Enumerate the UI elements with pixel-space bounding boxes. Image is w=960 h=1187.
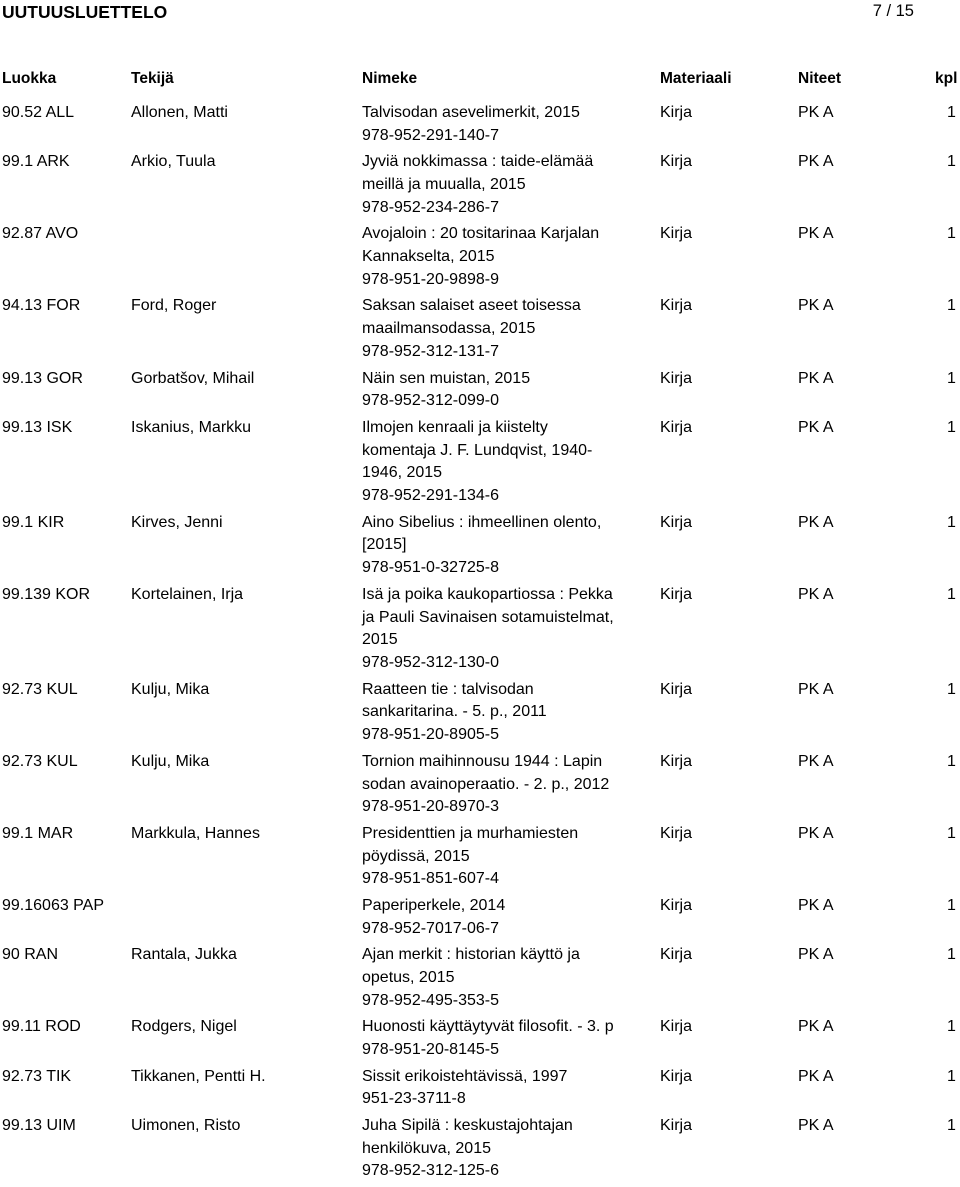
catalog-row [0, 944, 960, 1012]
catalog-row [0, 895, 960, 941]
isbn-text: 978-952-291-140-7 [362, 126, 499, 144]
catalog-row [0, 151, 960, 219]
tekija-cell: Iskanius, Markku [131, 418, 252, 436]
column-header-kpl: kpl [935, 70, 958, 87]
isbn-text: 978-951-851-607-4 [362, 870, 499, 888]
nimeke-cell [362, 823, 624, 891]
tekija-cell: Kulju, Mika [131, 680, 210, 698]
catalog-row [0, 223, 960, 291]
nimeke-cell [362, 751, 624, 819]
isbn-text: 978-952-312-130-0 [362, 654, 499, 672]
nimeke-cell [362, 102, 624, 148]
isbn-text: 951-23-3711-8 [362, 1090, 466, 1108]
kpl-cell: 1 [947, 680, 956, 698]
catalog-row [0, 417, 960, 508]
isbn-text: 978-952-312-125-6 [362, 1162, 499, 1180]
title-text: Presidenttien ja murhamiesten pöydissä, 2015 [362, 824, 579, 865]
title-text: Jyviä nokkimassa : taide-elämää meillä ja muualla, 2015 [362, 153, 594, 194]
luokka-cell: 90 RAN [2, 946, 59, 964]
kpl-cell: 1 [947, 1116, 956, 1134]
catalog-row [0, 368, 960, 414]
kpl-cell: 1 [947, 418, 956, 436]
materiaali-cell: Kirja [660, 752, 693, 770]
catalog-row [0, 679, 960, 747]
materiaali-cell: Kirja [660, 297, 693, 315]
materiaali-cell: Kirja [660, 946, 693, 964]
nimeke-cell [362, 151, 624, 219]
materiaali-cell: Kirja [660, 225, 693, 243]
materiaali-cell: Kirja [660, 824, 693, 842]
tekija-cell: Arkio, Tuula [131, 153, 216, 171]
page-number: 7 / 15 [872, 2, 914, 20]
title-text: Isä ja poika kaukopartiossa : Pekka ja Pauli Savinaisen sotamuistelmat, 2015 [362, 585, 614, 649]
tekija-cell: Kulju, Mika [131, 752, 210, 770]
isbn-text: 978-952-495-353-5 [362, 991, 499, 1009]
luokka-cell: 99.13 GOR [2, 369, 83, 387]
nimeke-cell [362, 223, 624, 291]
isbn-text: 978-951-20-8145-5 [362, 1041, 499, 1059]
isbn-text: 978-952-312-131-7 [362, 343, 499, 361]
materiaali-cell: Kirja [660, 104, 693, 121]
tekija-cell: Uimonen, Risto [131, 1116, 241, 1134]
nimeke-cell [362, 1016, 624, 1062]
isbn-text: 978-951-20-9898-9 [362, 270, 499, 288]
luokka-cell: 99.13 UIM [2, 1116, 76, 1134]
kpl-cell: 1 [947, 1018, 956, 1036]
catalog-row [0, 512, 960, 580]
title-text: Näin sen muistan, 2015 [362, 369, 531, 387]
column-header-materiaali: Materiaali [660, 70, 732, 87]
catalog-row [0, 823, 960, 891]
title-text: Ajan merkit : historian käyttö ja opetus, 2015 [362, 946, 580, 986]
catalog-row [0, 1115, 960, 1183]
luokka-cell: 92.87 AVO [2, 225, 79, 243]
kpl-cell: 1 [947, 369, 956, 387]
tekija-cell: Kirves, Jenni [131, 513, 223, 531]
nimeke-cell [362, 584, 624, 675]
materiaali-cell: Kirja [660, 513, 693, 531]
nimeke-cell [362, 295, 624, 363]
luokka-cell: 99.11 ROD [2, 1018, 81, 1036]
tekija-cell: Gorbatšov, Mihail [131, 369, 255, 387]
kpl-cell: 1 [947, 946, 956, 964]
luokka-cell: 92.73 KUL [2, 752, 78, 770]
title-text: Ilmojen kenraali ja kiistelty komentaja J. F. Lundqvist, 1940-1946, 2015 [362, 418, 593, 482]
title-text: Avojaloin : 20 tositarinaa Karjalan Kannakselta, 2015 [362, 225, 600, 266]
title-text: Paperiperkele, 2014 [362, 896, 506, 914]
isbn-text: 978-952-234-286-7 [362, 198, 499, 216]
kpl-cell: 1 [947, 104, 956, 121]
luokka-cell: 94.13 FOR [2, 297, 81, 315]
tekija-cell: Rodgers, Nigel [131, 1018, 237, 1036]
materiaali-cell: Kirja [660, 1018, 693, 1036]
materiaali-cell: Kirja [660, 418, 693, 436]
niteet-cell: PK A [798, 824, 834, 842]
isbn-text: 978-951-0-32725-8 [362, 559, 499, 577]
niteet-cell: PK A [798, 680, 834, 698]
nimeke-cell [362, 895, 624, 941]
nimeke-cell [362, 944, 624, 1012]
kpl-cell: 1 [947, 153, 956, 171]
kpl-cell: 1 [947, 896, 956, 914]
tekija-cell: Markkula, Hannes [131, 824, 260, 842]
luokka-cell: 99.16063 PAP [2, 896, 105, 914]
isbn-text: 978-952-312-099-0 [362, 392, 499, 410]
niteet-cell: PK A [798, 225, 834, 243]
niteet-cell: PK A [798, 585, 834, 603]
niteet-cell: PK A [798, 1116, 834, 1134]
column-header-luokka: Luokka [2, 70, 57, 87]
materiaali-cell: Kirja [660, 1116, 693, 1134]
nimeke-cell [362, 1066, 624, 1112]
luokka-cell: 99.1 ARK [2, 153, 70, 171]
column-header-nimeke: Nimeke [362, 70, 418, 87]
materiaali-cell: Kirja [660, 369, 693, 387]
title-text: Raatteen tie : talvisodan sankaritarina. - 5. p., 2011 [362, 680, 547, 721]
niteet-cell: PK A [798, 153, 834, 171]
luokka-cell: 99.1 MAR [2, 824, 74, 842]
catalog-row [0, 102, 960, 148]
nimeke-cell [362, 679, 624, 747]
niteet-cell: PK A [798, 896, 834, 914]
luokka-cell: 90.52 ALL [2, 104, 75, 121]
kpl-cell: 1 [947, 297, 956, 315]
page-header [0, 0, 960, 26]
isbn-text: 978-952-7017-06-7 [362, 919, 499, 937]
luokka-cell: 92.73 KUL [2, 680, 78, 698]
materiaali-cell: Kirja [660, 1067, 693, 1085]
title-text: Huonosti käyttäytyvät filosofit. - 3. p [362, 1018, 614, 1036]
nimeke-cell [362, 368, 624, 414]
title-text: Talvisodan asevelimerkit, 2015 [362, 104, 580, 121]
niteet-cell: PK A [798, 418, 834, 436]
luokka-cell: 99.1 KIR [2, 513, 65, 531]
tekija-cell: Ford, Roger [131, 297, 217, 315]
isbn-text: 978-951-20-8905-5 [362, 726, 499, 744]
kpl-cell: 1 [947, 225, 956, 243]
nimeke-cell [362, 512, 624, 580]
catalog-row [0, 751, 960, 819]
kpl-cell: 1 [947, 752, 956, 770]
isbn-text: 978-952-291-134-6 [362, 487, 499, 505]
kpl-cell: 1 [947, 1067, 956, 1085]
niteet-cell: PK A [798, 1018, 834, 1036]
luokka-cell: 99.13 ISK [2, 418, 73, 436]
catalog-list [0, 102, 960, 1187]
kpl-cell: 1 [947, 824, 956, 842]
title-text: Juha Sipilä : keskustajohtajan henkilökuva, 2015 [362, 1116, 573, 1157]
catalog-row [0, 1016, 960, 1062]
kpl-cell: 1 [947, 513, 956, 531]
title-text: Sissit erikoistehtävissä, 1997 [362, 1067, 568, 1085]
catalog-row [0, 1066, 960, 1112]
document-title: UUTUUSLUETTELO [2, 2, 168, 22]
column-header-tekija: Tekijä [131, 70, 174, 87]
niteet-cell: PK A [798, 104, 834, 121]
niteet-cell: PK A [798, 297, 834, 315]
materiaali-cell: Kirja [660, 896, 693, 914]
materiaali-cell: Kirja [660, 680, 693, 698]
niteet-cell: PK A [798, 1067, 834, 1085]
nimeke-cell [362, 417, 624, 508]
isbn-text: 978-951-20-8970-3 [362, 798, 499, 816]
niteet-cell: PK A [798, 513, 834, 531]
tekija-cell: Rantala, Jukka [131, 946, 237, 964]
luokka-cell: 92.73 TIK [2, 1067, 72, 1085]
materiaali-cell: Kirja [660, 153, 693, 171]
tekija-cell: Kortelainen, Irja [131, 585, 244, 603]
luokka-cell: 99.139 KOR [2, 585, 91, 603]
catalog-row [0, 584, 960, 675]
niteet-cell: PK A [798, 946, 834, 964]
tekija-cell: Tikkanen, Pentti H. [131, 1067, 266, 1085]
title-text: Tornion maihinnousu 1944 : Lapin sodan avainoperaatio. - 2. p., 2012 [362, 752, 610, 793]
title-text: Saksan salaiset aseet toisessa maailmansodassa, 2015 [362, 297, 581, 338]
materiaali-cell: Kirja [660, 585, 693, 603]
niteet-cell: PK A [798, 752, 834, 770]
kpl-cell: 1 [947, 585, 956, 603]
title-text: Aino Sibelius : ihmeellinen olento, [2015] [362, 513, 602, 554]
tekija-cell: Allonen, Matti [131, 104, 228, 121]
niteet-cell: PK A [798, 369, 834, 387]
catalog-row [0, 295, 960, 363]
column-header-row [0, 70, 960, 90]
column-header-niteet: Niteet [798, 70, 842, 87]
nimeke-cell [362, 1115, 624, 1183]
